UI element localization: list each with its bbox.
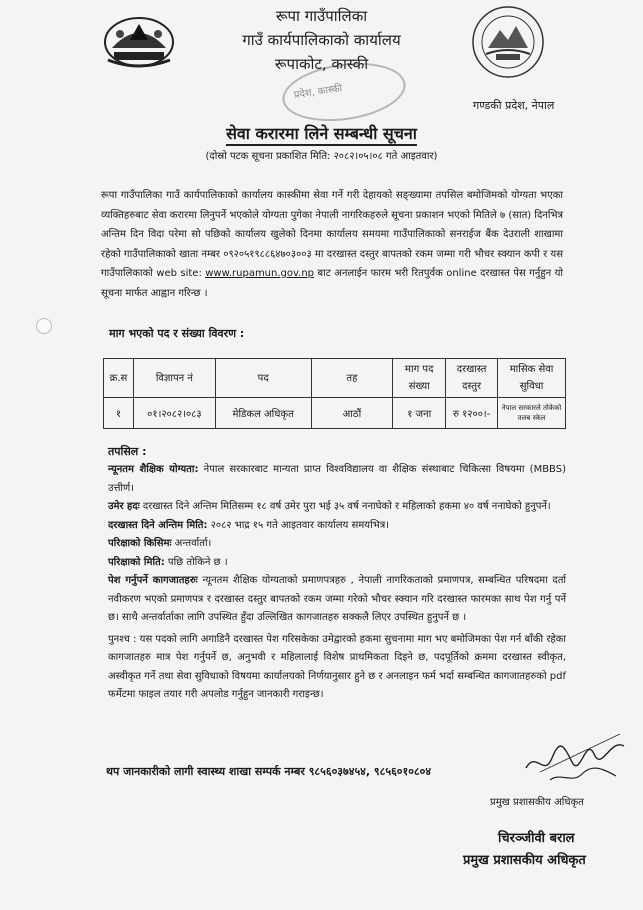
column-header: पद	[215, 359, 311, 398]
table-cell: आठौं	[311, 398, 393, 429]
table-cell: १	[104, 398, 134, 429]
signer-name: चिरञ्जीवी बराल	[498, 831, 575, 846]
detail-text: पछि तोकिने छ ।	[164, 556, 228, 568]
notice-title-text: सेवा करारमा लिने सम्बन्धी सूचना	[226, 124, 417, 146]
stamp-text: प्रदेश, कास्की	[293, 83, 343, 101]
notice-body-part-2: बाट अनलाईन फारम भरी रितपुर्वक online दरखास्त पेस गर्नुहुन यो सूचना मार्फत आह्वान गरिन्छ ।	[101, 268, 563, 299]
table-cell: ०१।२०८२।०८३	[133, 398, 215, 429]
table-row	[104, 398, 566, 429]
note-paragraph: पुनश्च : यस पदको लागि अगाडिनै दरखास्त पेश गरिसकेका उमेद्वारको हकमा सुचनामा माग भए बमोजिमका पेश गर्न बाँकी रहेका कागजातहरु मात्र पेश गर्नुपर्ने छ, अनुभवी र महिलालाई विशेष प्राथमिकता दिइने छ, पदपूर्तिको क्रममा दरखास्त स्वीकृत, अस्वीकृत गर्ने तथा सेवा सुविधाको विषयमा कार्यालयको निर्णयानुसार हुने छ र अनलाइन फर्म भर्दा सम्बन्धित कागजातहरुको pdf फर्मेटमा फाइल तयार गरी अपलोड गर्नुहुन जानकारी गराइन्छ।	[108, 633, 566, 700]
column-header: तह	[311, 359, 393, 398]
detail-label: उमेर हदः	[108, 501, 140, 512]
column-header: विज्ञापन नं	[133, 359, 215, 398]
table-cell: १ जना	[393, 398, 446, 429]
table-header-row	[104, 359, 566, 398]
notice-body-part-1: रूपा गाउँपालिका गाउँ कार्यपालिकाको कार्यालय कास्कीमा सेवा गर्ने गरी देहायको सङ्ख्यामा तपसिल बमोजिमको योग्यता भएका व्यक्तिहरुबाट सेवा करारमा लिनुपर्ने भएकोले योग्यता पुगेका नेपाली नागरिकहरुले सूचना प्रकाशन भएको मितिले ७ (सात) दिनभित्र अन्तिम दिन विदा परेमा सो पछिको कार्यालय खुलेको दिनमा कार्यालय समयमा गाउँपालिकाको सनराईज बैंक देउराली शाखामा रहेको गाउँपालिकाको खाता नम्बर ०९२०५१९८८६४७०३००३ मा दरखास्त दस्तुर बापतको रकम जम्मा गरी भौचर स्क्यान कपी र यस गाउँपालिकाको web site:	[101, 190, 563, 279]
detail-text: दरखास्त दिने अन्तिम मितिसम्म १८ वर्ष उमेर पुरा भई ३५ वर्ष ननाघेको र महिलाको हकमा ४० वर्ष ननाघेको हुनुपर्ने।	[139, 501, 551, 512]
table-cell: मेडिकल अधिकृत	[215, 398, 311, 429]
contact-line: थप जानकारीको लागी स्वास्थ्य शाखा सम्पर्क नम्बर ९८५६०३७४५४, ९८५६०१०८०४	[106, 765, 432, 778]
table-heading: माग भएको पद र संख्या विवरण :	[109, 327, 245, 340]
detail-label: पेश गर्नुपर्ने कागजातहरुः	[108, 575, 198, 586]
detail-text: न्यूनतम शैक्षिक योग्यताको प्रमाणपत्रहरु , नेपाली नागरिकताको प्रमाणपत्र, सम्बन्धित परिषदमा दर्ता नवीकरण भएको प्रमाणपत्र र दरखास्त दस्तुर बापतको रकम जम्मा गरेको भौचर स्क्यान गरि दरखास्त फारमका साथ पेश गर्नु पर्ने छ। साथै अन्तर्वार्ताका लागि उपस्थित हुँदा उल्लिखित कागजातहरु सक्कलै लिएर उपस्थित हुनुपर्ने छ ।	[108, 575, 566, 623]
table-cell: रु १२००।-	[446, 398, 498, 429]
header-line-1: रूपा गाउँपालिका	[275, 7, 368, 25]
details-section	[108, 444, 566, 705]
detail-label: दरखास्त दिने अन्तिम मिति:	[108, 519, 208, 531]
column-header: दरखास्त दस्तुर	[446, 359, 498, 398]
notice-title	[0, 122, 643, 144]
officer-title: प्रमुख प्रशासकीय अधिकृत	[490, 797, 584, 808]
detail-text: अन्तर्वार्ता।	[171, 538, 212, 549]
column-header: क्र.स	[104, 359, 134, 398]
signer-title: प्रमुख प्रशासकीय अधिकृत	[463, 853, 586, 868]
header-line-3: रूपाकोट, कास्की	[274, 55, 369, 73]
detail-label: परिक्षाको मिति:	[108, 556, 165, 568]
detail-label: परिक्षाको किसिमः	[108, 538, 172, 549]
notice-body	[101, 186, 563, 303]
detail-item	[108, 572, 566, 628]
header-line-2: गाउँ कार्यपालिकाको कार्यालय	[242, 31, 401, 49]
website-link[interactable]: www.rupamun.gov.np	[205, 268, 315, 279]
column-header: माग पद संख्या	[393, 359, 446, 398]
province-label: गण्डकी प्रदेश, नेपाल	[473, 99, 555, 112]
detail-item	[108, 498, 566, 517]
column-header: मासिक सेवा सुविधा	[498, 359, 566, 398]
detail-label: न्यूनतम शैक्षिक योग्यता:	[108, 464, 199, 475]
detail-item	[108, 517, 566, 536]
detail-text: २०८२ भाद्र १५ गते आइतवार कार्यालय समयभित्र।	[207, 519, 390, 531]
detail-item	[108, 461, 566, 498]
vacancy-table	[103, 358, 566, 429]
detail-text: नेपाल सरकारबाट मान्यता प्राप्त विश्वविद्यालय वा शैक्षिक संस्थाबाट चिकित्सा विषयमा (MBBS) उत्तीर्ण।	[108, 464, 566, 494]
notice-subtitle: (दोस्रो पटक सूचना प्रकाशित मिति: २०८२।०५।०८ गते आइतवार)	[205, 151, 438, 162]
punch-hole	[36, 318, 52, 334]
details-heading: तपसिल :	[108, 445, 147, 458]
detail-item	[108, 554, 566, 573]
detail-item	[108, 535, 566, 554]
handwritten-signature	[520, 728, 630, 788]
table-cell: नेपाल सरकारले तोकेको तलब स्केल	[498, 398, 566, 429]
